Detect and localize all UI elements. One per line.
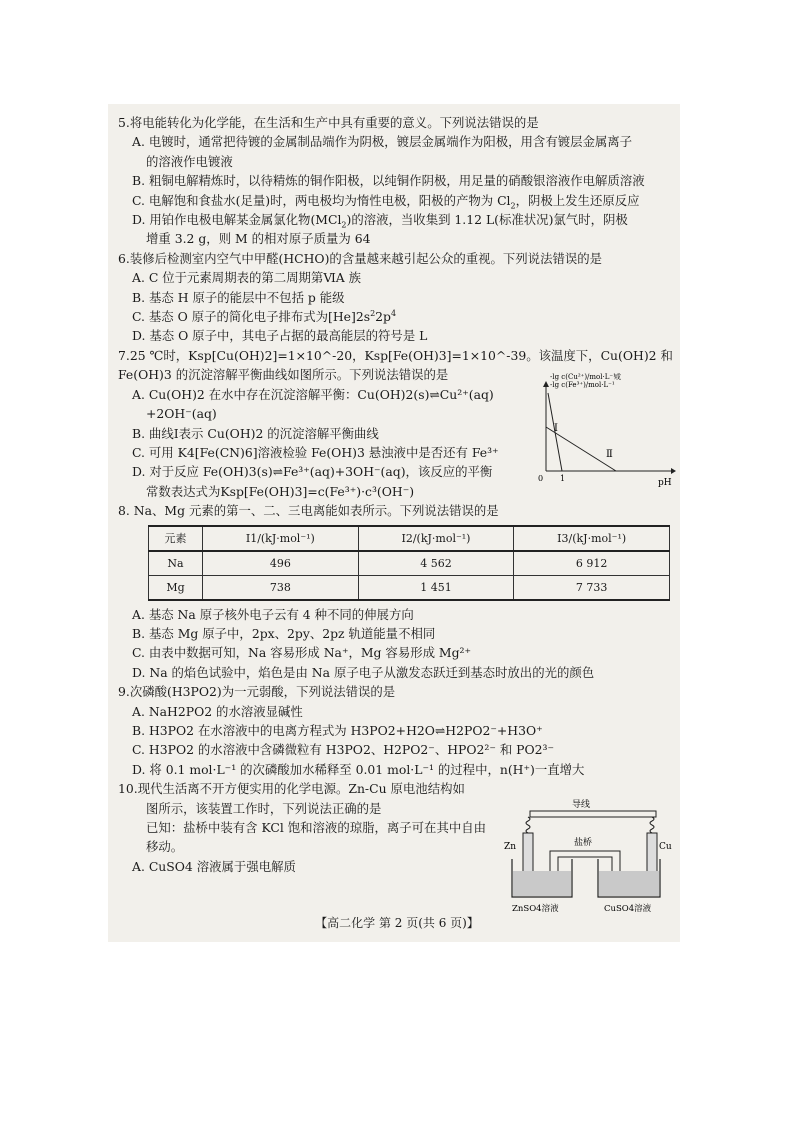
cu-electrode-label: Cu bbox=[659, 842, 672, 852]
y-axis-label-fe: -lg c(Fe³⁺)/mol·L⁻¹ bbox=[550, 381, 615, 389]
table-cell: 496 bbox=[203, 551, 359, 576]
x-axis-label: pH bbox=[658, 478, 672, 488]
q10-option-a: A. CuSO4 溶液属于强电解质 bbox=[132, 858, 296, 874]
origin-label: 0 bbox=[538, 474, 544, 483]
question-content bbox=[118, 113, 673, 914]
ionization-energy-table bbox=[148, 525, 670, 601]
q9-stem: 9.次磷酸(H3PO2)为一元弱酸，下列说法错误的是 bbox=[118, 684, 396, 700]
q7-stem-cont: Fe(OH)3 的沉淀溶解平衡曲线如图所示。下列说法错误的是 bbox=[118, 367, 449, 383]
galvanic-cell-figure bbox=[502, 797, 672, 915]
q6-stem: 6.装修后检测室内空气中甲醛(HCHO)的含量越来越引起公众的重视。下列说法错误的是 bbox=[118, 250, 603, 266]
wire-label: 导线 bbox=[572, 800, 591, 810]
y-axis-label-or: 或 bbox=[614, 373, 621, 381]
q9-option-b: B. H3PO2 在水溶液中的电离方程式为 H3PO2+H2O⇌H2PO2⁻+H3O⁺ bbox=[132, 722, 543, 738]
zn-electrode-label: Zn bbox=[504, 842, 517, 852]
table-cell: 1 451 bbox=[358, 575, 514, 600]
q9-option-a: A. NaH2PO2 的水溶液显碱性 bbox=[132, 703, 303, 719]
table-cell: 6 912 bbox=[514, 551, 670, 576]
table-header-cell: 元素 bbox=[149, 526, 203, 551]
q7-option-d-cont: 常数表达式为Ksp[Fe(OH)3]=c(Fe³⁺)·c³(OH⁻) bbox=[146, 483, 415, 499]
table-cell: 738 bbox=[203, 575, 359, 600]
q10-note-cont: 移动。 bbox=[146, 839, 184, 855]
q7-stem: 7.25 ℃时，Ksp[Cu(OH)2]=1×10^-20，Ksp[Fe(OH)3]=1×10^-39。该温度下，Cu(OH)2 和 bbox=[118, 347, 673, 363]
q5-option-d: D. 用铂作电极电解某金属氯化物(MCl$_2$)的溶液，当收集到 1.12 L(标准状况)氯气时，阴极 bbox=[132, 212, 628, 230]
table-header-cell: I1/(kJ·mol⁻¹) bbox=[203, 526, 359, 551]
q6-option-a: A. C 位于元素周期表的第二周期第ⅥA 族 bbox=[132, 270, 362, 286]
q7-option-a: A. Cu(OH)2 在水中存在沉淀溶解平衡：Cu(OH)2(s)⇌Cu²⁺(aq) bbox=[132, 386, 494, 402]
table-header-cell: I3/(kJ·mol⁻¹) bbox=[514, 526, 670, 551]
q5-option-b: B. 粗铜电解精炼时，以待精炼的铜作阳极，以纯铜作阴极，用足量的硝酸银溶液作电解质溶液 bbox=[132, 173, 645, 189]
q5-option-d-cont: 增重 3.2 g，则 M 的相对原子质量为 64 bbox=[146, 231, 371, 247]
q6-option-b: B. 基态 H 原子的能层中不包括 p 能级 bbox=[132, 289, 345, 305]
q9-option-c: C. H3PO2 的水溶液中含磷微粒有 H3PO2、H2PO2⁻、HPO2²⁻ 和 PO2³⁻ bbox=[132, 742, 555, 758]
q6-option-d: D. 基态 O 原子中，其电子占据的最高能层的符号是 L bbox=[132, 328, 428, 344]
q8-option-a: A. 基态 Na 原子核外电子云有 4 种不同的伸展方向 bbox=[132, 606, 414, 622]
q7-option-c: C. 可用 K4[Fe(CN)6]溶液检验 Fe(OH)3 悬浊液中是否还有 Fe³⁺ bbox=[132, 444, 499, 460]
q10-stem: 10.现代生活离不开方便实用的化学电源。Zn-Cu 原电池结构如 bbox=[118, 781, 465, 797]
curve-label-2: Ⅱ bbox=[606, 449, 613, 460]
table-row bbox=[149, 575, 670, 600]
table-header-row bbox=[149, 526, 670, 551]
table-cell: 4 562 bbox=[358, 551, 514, 576]
salt-bridge-label: 盐桥 bbox=[574, 838, 593, 848]
table-cell: Mg bbox=[149, 575, 203, 600]
q8-option-b: B. 基态 Mg 原子中，2px、2py、2pz 轨道能量不相同 bbox=[132, 625, 436, 641]
table-cell: Na bbox=[149, 551, 203, 576]
x-tick-label: 1 bbox=[560, 474, 566, 483]
curve-label-1: Ⅰ bbox=[554, 423, 558, 434]
q10-note: 已知：盐桥中装有含 KCl 饱和溶液的琼脂，离子可在其中自由 bbox=[146, 820, 487, 835]
q6-option-c: C. 基态 O 原子的简化电子排布式为$[He]2s^22p^4$ bbox=[132, 308, 397, 325]
q8-option-d: D. Na 的焰色试验中，焰色是由 Na 原子电子从激发态跃迁到基态时放出的光的颜色 bbox=[132, 664, 595, 680]
solubility-curve-figure bbox=[536, 373, 676, 491]
cuso4-solution-label: CuSO4溶液 bbox=[604, 904, 652, 914]
znso4-solution-label: ZnSO4溶液 bbox=[512, 904, 559, 914]
y-axis-label-cu: -lg c(Cu²⁺)/mol·L⁻¹ bbox=[550, 373, 616, 381]
q5-option-a: A. 电镀时，通常把待镀的金属制品端作为阴极，镀层金属端作为阳极，用含有镀层金属离子 bbox=[132, 134, 633, 150]
page-footer: 【高二化学 第 2 页(共 6 页)】 bbox=[315, 916, 479, 930]
q8-stem: 8. Na、Mg 元素的第一、二、三电离能如表所示。下列说法错误的是 bbox=[118, 503, 499, 519]
q7-option-a-cont: +2OH⁻(aq) bbox=[146, 406, 217, 422]
q7-option-d: D. 对于反应 Fe(OH)3(s)⇌Fe³⁺(aq)+3OH⁻(aq)，该反应的平衡 bbox=[132, 464, 493, 480]
q10-stem-cont: 图所示，该装置工作时，下列说法正确的是 bbox=[146, 800, 382, 816]
q5-option-a-cont: 的溶液作电镀液 bbox=[146, 153, 233, 169]
table-row bbox=[149, 551, 670, 576]
table-cell: 7 733 bbox=[514, 575, 670, 600]
q9-option-d: D. 将 0.1 mol·L⁻¹ 的次磷酸加水稀释至 0.01 mol·L⁻¹ 的过程中，n(H⁺)一直增大 bbox=[132, 761, 585, 777]
q7-option-b: B. 曲线Ⅰ表示 Cu(OH)2 的沉淀溶解平衡曲线 bbox=[132, 425, 379, 441]
q8-option-c: C. 由表中数据可知，Na 容易形成 Na⁺，Mg 容易形成 Mg²⁺ bbox=[132, 645, 472, 661]
table-header-cell: I2/(kJ·mol⁻¹) bbox=[358, 526, 514, 551]
q5-stem: 5.将电能转化为化学能，在生活和生产中具有重要的意义。下列说法错误的是 bbox=[118, 115, 539, 130]
q5-option-c: C. 电解饱和食盐水(足量)时，两电极均为惰性电极，阳极的产物为 $Cl_2$，阴极上发生还原反应 bbox=[132, 192, 640, 211]
